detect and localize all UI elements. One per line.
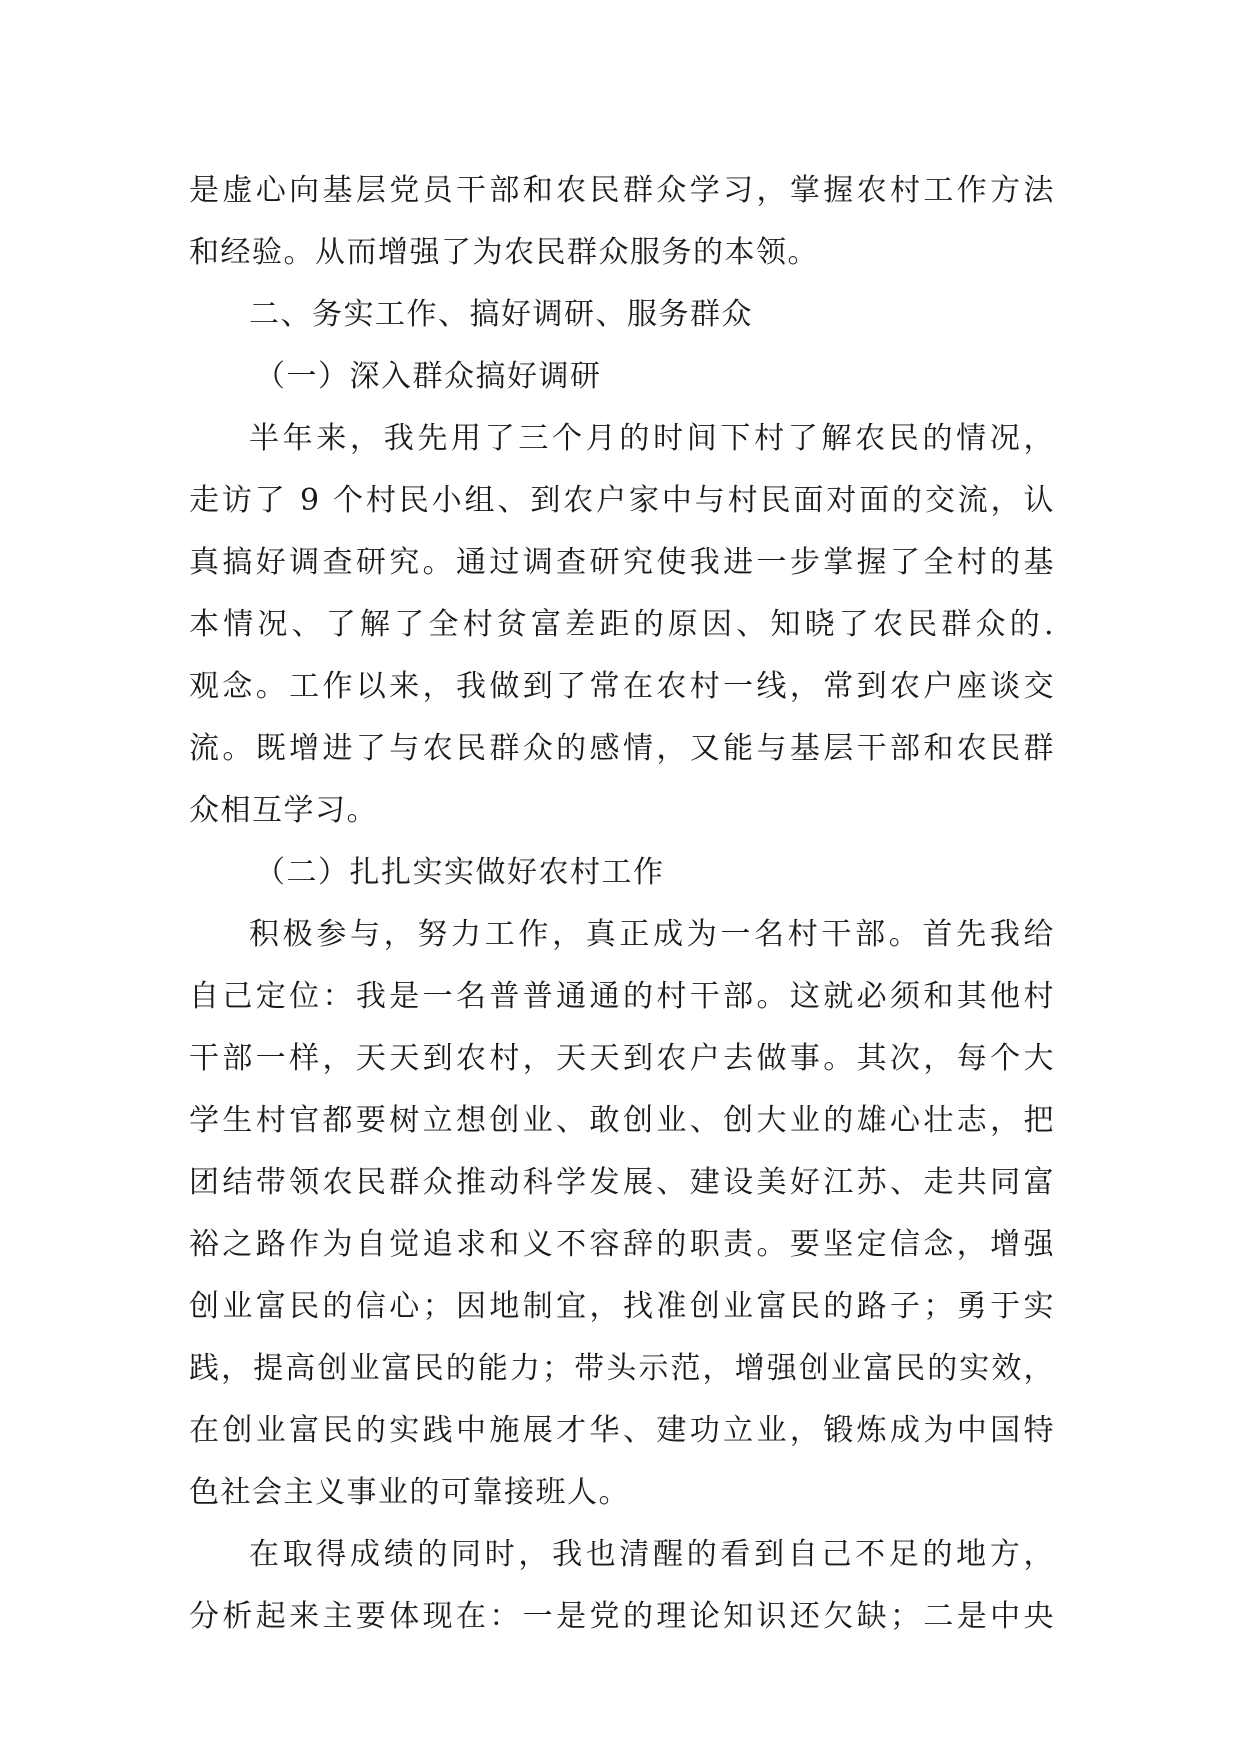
body-text-line: 和经验。从而增强了为农民群众服务的本领。 <box>189 235 819 270</box>
subsection-heading: （一）深入群众搞好调研 <box>255 359 602 394</box>
body-text-line: 走访了 9 个村民小组、到农户家中与村民面对面的交流，认 <box>189 483 1055 518</box>
document-body <box>189 160 1055 1648</box>
body-text-line: 分析起来主要体现在：一是党的理论知识还欠缺；二是中央 <box>189 1599 1055 1634</box>
body-text-line: 团结带领农民群众推动科学发展、建设美好江苏、走共同富 <box>189 1165 1055 1200</box>
body-text-line: 在创业富民的实践中施展才华、建功立业，锻炼成为中国特 <box>189 1413 1055 1448</box>
body-text-line: 学生村官都要树立想创业、敢创业、创大业的雄心壮志，把 <box>189 1103 1055 1138</box>
body-text-line: 践，提高创业富民的能力；带头示范，增强创业富民的实效， <box>189 1351 1055 1386</box>
paragraph-first-line: 在取得成绩的同时，我也清醒的看到自己不足的地方， <box>249 1537 1055 1572</box>
body-text-line: 真搞好调查研究。通过调查研究使我进一步掌握了全村的基 <box>189 545 1055 580</box>
body-text-line: 色社会主义事业的可靠接班人。 <box>189 1475 630 1510</box>
body-text-line: 观念。工作以来，我做到了常在农村一线，常到农户座谈交 <box>189 669 1055 704</box>
section-heading: 二、务实工作、搞好调研、服务群众 <box>249 297 753 332</box>
body-text-line: 创业富民的信心；因地制宜，找准创业富民的路子；勇于实 <box>189 1289 1055 1324</box>
subsection-heading: （二）扎扎实实做好农村工作 <box>255 855 665 890</box>
body-text-line: 自己定位：我是一名普普通通的村干部。这就必须和其他村 <box>189 979 1055 1014</box>
body-text-line: 本情况、了解了全村贫富差距的原因、知晓了农民群众的. <box>189 607 1055 642</box>
paragraph-first-line: 半年来，我先用了三个月的时间下村了解农民的情况， <box>249 421 1055 456</box>
body-text-line: 众相互学习。 <box>189 793 378 828</box>
paragraph-first-line: 积极参与，努力工作，真正成为一名村干部。首先我给 <box>249 917 1055 952</box>
body-text-line: 流。既增进了与农民群众的感情，又能与基层干部和农民群 <box>189 731 1055 766</box>
body-text-line: 干部一样，天天到农村，天天到农户去做事。其次，每个大 <box>189 1041 1055 1076</box>
body-text-line: 是虚心向基层党员干部和农民群众学习，掌握农村工作方法 <box>189 173 1055 208</box>
body-text-line: 裕之路作为自觉追求和义不容辞的职责。要坚定信念，增强 <box>189 1227 1055 1262</box>
